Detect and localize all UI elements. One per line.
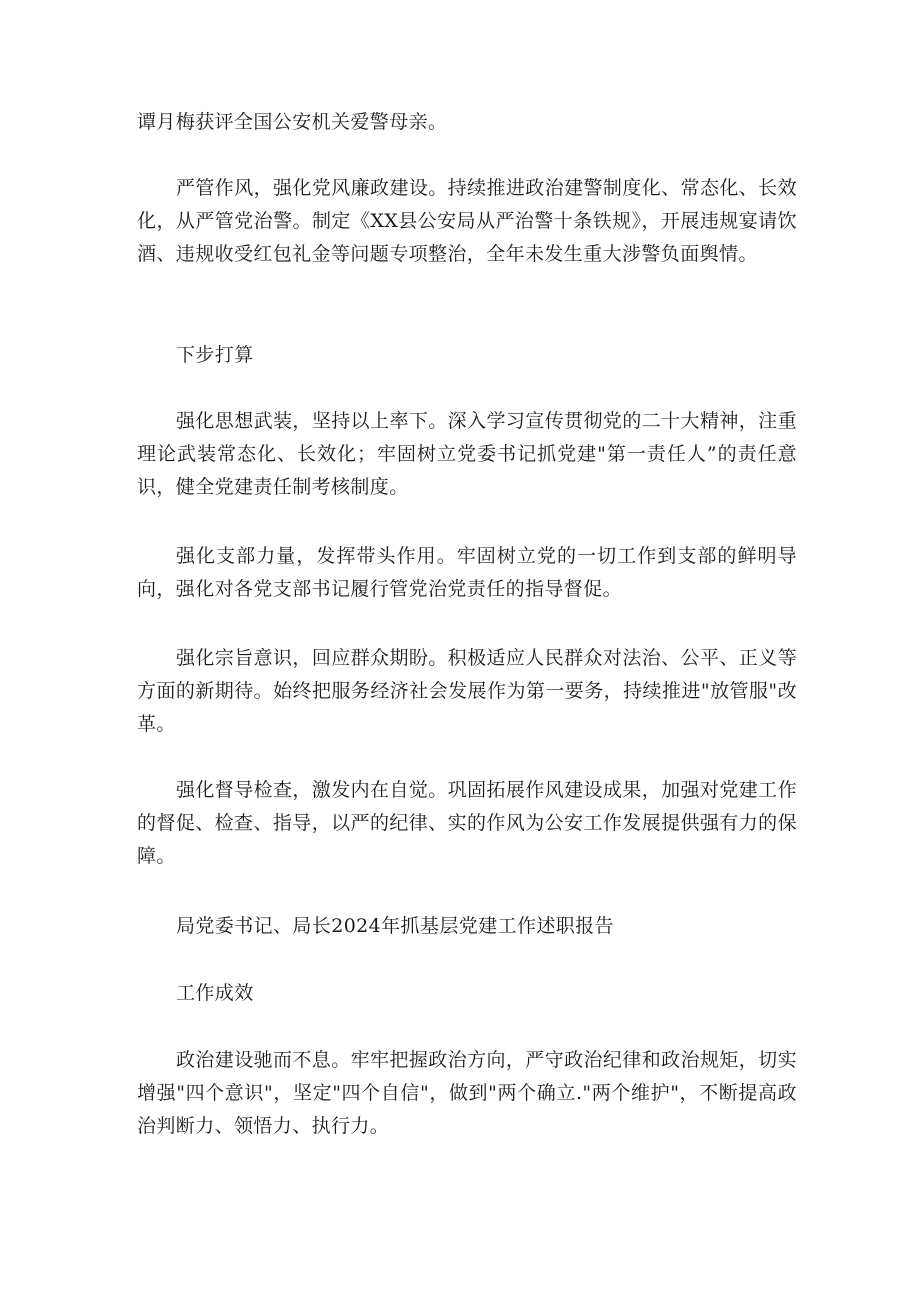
paragraph-branch: 强化支部力量，发挥带头作用。牢固树立党的一切工作到支部的鲜明导向，强化对各党支部书记履行管党治党责任的指导督促。 <box>137 545 797 600</box>
paragraph-political: 政治建设驰而不息。牢牢把握政治方向，严守政治纪律和政治规矩，切实增强"四个意识"，坚定"四个自信"，做到"两个确立."两个维护"，不断提高政治判断力、领悟力、执行力。 <box>137 1049 797 1137</box>
section-heading-results: 工作成效 <box>176 982 254 1004</box>
paragraph-award: 谭月梅获评全国公安机关爱警母亲。 <box>137 111 448 133</box>
paragraph-supervision: 强化督导检查，激发内在自觉。巩固拓展作风建设成果，加强对党建工作的督促、检查、指导，以严的纪律、实的作风为公安工作发展提供强有力的保障。 <box>137 779 797 867</box>
section-heading-next-steps: 下步打算 <box>176 344 254 366</box>
paragraph-discipline: 严管作风，强化党风廉政建设。持续推进政治建警制度化、常态化、长效化，从严管党治警。制定《XX县公安局从严治警十条铁规》，开展违规宴请饮酒、违规收受红包礼金等问题专项整治，全年未发生重大涉警负面舆情。 <box>137 177 797 265</box>
report-title: 局党委书记、局长2024年抓基层党建工作述职报告 <box>176 915 614 937</box>
paragraph-purpose: 强化宗旨意识，回应群众期盼。积极适应人民群众对法治、公平、正义等方面的新期待。始终把服务经济社会发展作为第一要务，持续推进"放管服"改革。 <box>137 647 797 735</box>
paragraph-ideology: 强化思想武装，坚持以上率下。深入学习宣传贯彻党的二十大精神，注重理论武装常态化、长效化；牢固树立党委书记抓党建"第一责任人”的责任意识，健全党建责任制考核制度。 <box>137 410 797 498</box>
